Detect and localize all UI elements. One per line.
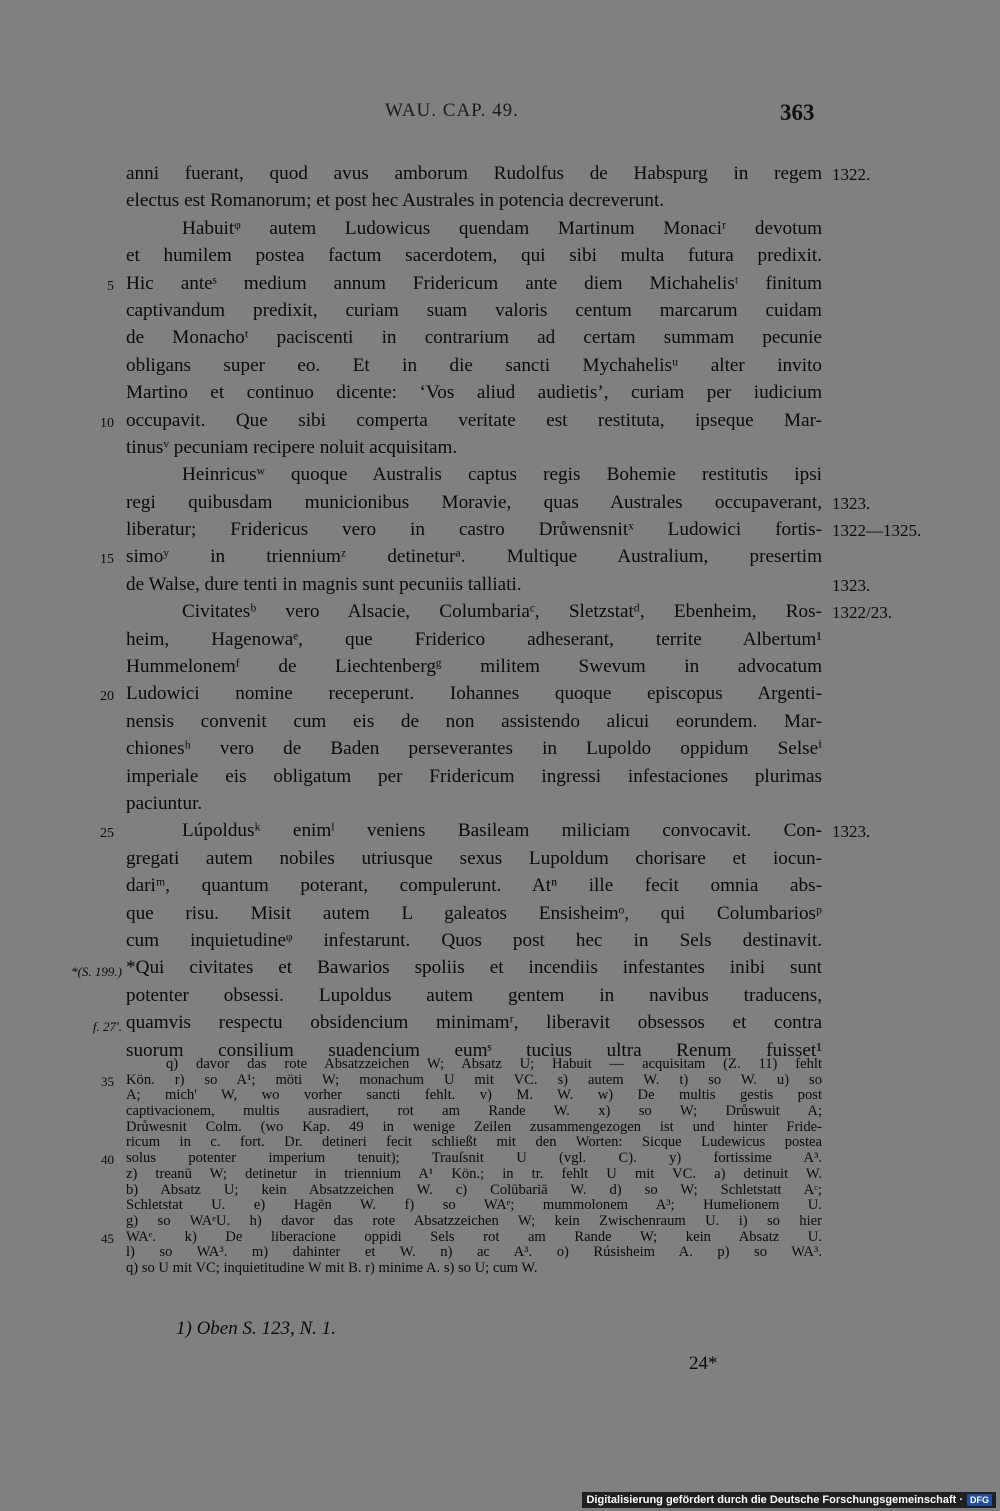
text-line-text: cum inquietudineᵠ infestarunt. Quos post hec in Sels destinavit. xyxy=(126,929,822,951)
text-line-text: occupavit. Que sibi comperta veritate est restituta, ipseque Mar- xyxy=(126,409,822,431)
text-line xyxy=(126,790,822,817)
line-number: 15 xyxy=(100,552,114,568)
funding-text: Digitalisierung gefördert durch die Deutsche Forschungsgemeinschaft · xyxy=(586,1494,963,1506)
running-header: WAU. CAP. 49. xyxy=(385,100,519,121)
margin-year: 1323. xyxy=(832,822,871,842)
footnote-line-text: WAᵉ. k) De liberacione oppidi Sels rot am Rande W; kein Absatz U. xyxy=(126,1228,822,1245)
text-line xyxy=(100,680,822,707)
line-number: 40 xyxy=(101,1152,114,1168)
page-number: 363 xyxy=(780,100,815,125)
footnote-line-text: Drůwesnit Colm. (wo Kap. 49 in wenige Zeilen zusammengezogen ist und hinter Fride- xyxy=(126,1118,822,1135)
text-line xyxy=(100,407,822,434)
margin-year: 1323. xyxy=(832,575,871,595)
text-line-text: tinusᵛ pecuniam recipere noluit acquisitam. xyxy=(126,436,458,458)
text-line-text: electus est Romanorum; et post hec Australes in potencia decreverunt. xyxy=(126,190,665,212)
text-line-text: *Qui civitates et Bawarios spoliis et incendiis infestantes inibi sunt xyxy=(126,957,822,979)
footnote-line-text: g) so WAᵉU. h) davor das rote Absatzzeichen W; kein Zwischenraum U. i) so hier xyxy=(126,1212,822,1229)
footnote-line-text: ricum in c. fort. Dr. detineri fecit schließt mit den Worten: Sicque Ludewicus postea xyxy=(126,1134,822,1151)
critical-apparatus xyxy=(101,1056,822,1277)
line-number: 20 xyxy=(100,689,114,705)
text-line xyxy=(100,817,871,844)
footnote-line-text: Kön. r) so A¹; möti W; monachum U mit VC. s) autem W. t) so W. u) so xyxy=(126,1071,822,1088)
footnote-line-text: l) so WA³. m) dahinter et W. n) ac A³. o) Rúsisheim A. p) so WA³. xyxy=(126,1244,822,1261)
line-number: 35 xyxy=(101,1073,114,1089)
text-line xyxy=(126,434,822,461)
margin-reference: *(S. 199.) xyxy=(71,964,122,980)
footnote-line xyxy=(126,1261,822,1277)
text-line-text: regi quibusdam municionibus Moravie, quas Australes occupaverant, xyxy=(126,491,822,513)
text-line-text: simoʸ in trienniumᶻ detineturᵃ. Multique Australium, presertim xyxy=(126,546,822,568)
text-line-text: suorum consilium suadencium eumˢ tucius ultra Renum fuisset¹ xyxy=(126,1039,822,1061)
footnote-line-text: z) treanū W; detinetur in triennium A¹ Kön.; in tr. fehlt U mit VC. a) detinuit W. xyxy=(126,1165,822,1182)
text-line-text: captivandum predixit, curiam suam valoris centum marcarum cuidam xyxy=(126,299,822,321)
dfg-logo: DFG xyxy=(967,1494,992,1506)
text-line xyxy=(126,379,822,406)
text-line-text: de Walse, dure tenti in magnis sunt pecuniis talliati. xyxy=(126,573,522,595)
footnote-line xyxy=(126,1135,822,1151)
text-line xyxy=(126,215,822,242)
text-line-text: paciuntur. xyxy=(126,792,203,814)
text-line-text: quamvis respectu obsidencium minimamʳ, liberavit obsessos et contra xyxy=(126,1012,822,1034)
margin-year: 1322/23. xyxy=(832,603,892,623)
text-line xyxy=(126,900,822,927)
text-line-text: Martino et continuo dicente: ‘Vos aliud audietis’, curiam per iudicium xyxy=(126,382,822,404)
text-line xyxy=(126,598,892,625)
footnote-line xyxy=(126,1057,822,1073)
footnote-line-text: Schletstat U. e) Hagēn W. f) so WAᵉ; mummolonem A³; Humelionem U. xyxy=(126,1197,822,1214)
text-line-text: nensis convenit cum eis de non assistendo alicui eorundem. Mar- xyxy=(126,710,822,732)
margin-year: 1323. xyxy=(832,493,871,513)
footnote-line xyxy=(101,1071,822,1089)
text-line xyxy=(107,270,822,297)
text-line xyxy=(126,845,822,872)
text-line xyxy=(126,653,822,680)
footnote-line-text: solus potenter imperium tenuit); Trauſsnit U (vgl. C). y) fortissime A³. xyxy=(126,1150,822,1167)
main-text-block xyxy=(71,160,922,1064)
text-line xyxy=(126,489,871,516)
text-line xyxy=(126,982,822,1009)
text-line xyxy=(126,763,822,790)
text-line-text: et humilem postea factum sacerdotem, qui sibi multa futura predixit. xyxy=(126,245,822,267)
printer-signature: 24* xyxy=(689,1353,718,1374)
footnote-line-text: captivacionem, multis ausradiert, rot am Rande W. x) so W; Drůswuit A; xyxy=(126,1103,822,1120)
margin-reference: f. 27'. xyxy=(92,1019,122,1035)
footnote-line xyxy=(126,1088,822,1104)
text-line-text: anni fuerant, quod avus amborum Rudolfus de Habspurg in regem xyxy=(126,163,822,184)
text-line xyxy=(126,242,822,269)
text-line xyxy=(126,626,822,653)
text-line xyxy=(126,461,822,488)
text-line-text: imperiale eis obligatum per Fridericum ingressi infestaciones plurimas xyxy=(126,765,822,787)
text-line-text: Heinricusʷ quoque Australis captus regis Bohemie restitutis ipsi xyxy=(182,464,822,486)
text-line xyxy=(126,708,822,735)
footnote-line xyxy=(126,1214,822,1230)
text-line xyxy=(126,872,822,899)
text-line-text: dariᵐ, quantum poterant, compulerunt. Atⁿ ille fecit omnia abs- xyxy=(126,875,822,897)
funding-bar xyxy=(582,1492,996,1508)
footnote-line-text: q) davor das rote Absatzzeichen W; Absatz U; Habuit — acquisitam (Z. 11) fehlt xyxy=(166,1056,822,1072)
text-line xyxy=(126,297,822,324)
text-line xyxy=(126,735,822,762)
text-line xyxy=(92,1009,822,1036)
footnote-line xyxy=(101,1150,822,1168)
line-number: 10 xyxy=(100,415,114,431)
line-number: 25 xyxy=(100,826,114,842)
line-number: 5 xyxy=(107,278,114,294)
text-line-text: Hic anteˢ medium annum Fridericum ante diem Michahelisᵗ finitum xyxy=(126,272,822,294)
text-line xyxy=(126,187,822,214)
reference-footnote: 1) Oben S. 123, N. 1. xyxy=(176,1318,336,1339)
text-line-text: Hummelonemᶠ de Liechtenbergᵍ militem Swevum in advocatum xyxy=(126,656,822,678)
text-line-text: chionesʰ vero de Baden perseverantes in Lupoldo oppidum Selseⁱ xyxy=(126,738,822,760)
text-line xyxy=(126,160,871,187)
footnote-line xyxy=(126,1183,822,1199)
footnote-line xyxy=(126,1120,822,1136)
text-line xyxy=(126,324,822,351)
footnote-line-text: q) so U mit VC; inquietitudine W mit B. r) minime A. s) so U; cum W. xyxy=(126,1259,538,1276)
text-line-text: potenter obsessi. Lupoldus autem gentem in navibus traducens, xyxy=(126,984,822,1006)
text-line-text: que risu. Misit autem L galeatos Ensisheimᵒ, qui Columbariosᵖ xyxy=(126,902,822,924)
text-line xyxy=(100,543,822,570)
footnote-line xyxy=(126,1104,822,1120)
text-line-text: obligans super eo. Et in die sancti Mychahelisᵘ alter invito xyxy=(126,354,822,376)
text-line-text: Civitatesᵇ vero Alsacie, Columbariaᶜ, Sletzstatᵈ, Ebenheim, Ros- xyxy=(182,601,822,623)
text-line-text: gregati autem nobiles utriusque sexus Lupoldum chorisare et iocun- xyxy=(126,847,822,869)
footnote-line xyxy=(126,1245,822,1261)
text-line xyxy=(126,571,871,598)
footnote-line-text: A; mich' W, wo vorher sancti fehlt. v) M. W. w) De multis gestis post xyxy=(126,1087,822,1104)
text-line-text: de Monachoᵗ paciscenti in contrarium ad certam summam pecunie xyxy=(126,327,822,349)
text-line-text: Ludowici nomine receperunt. Iohannes quoque episcopus Argenti- xyxy=(126,683,822,705)
text-line xyxy=(71,954,822,981)
text-line-text: Habuitᵠ autem Ludowicus quendam Martinum Monaciʳ devotum xyxy=(182,217,822,239)
text-line-text: liberatur; Fridericus vero in castro Drůwensnitˣ Ludowici fortis- xyxy=(126,519,822,541)
line-number: 45 xyxy=(101,1230,114,1246)
footnote-line-text: b) Absatz U; kein Absatzzeichen W. c) Colūbariā W. d) so W; Schletstatt Aᶜ; xyxy=(126,1181,822,1198)
footnote-line xyxy=(101,1228,822,1246)
text-line-text: Lúpoldusᵏ enimˡ veniens Basileam miliciam convocavit. Con- xyxy=(182,820,822,842)
margin-year: 1322—1325. xyxy=(832,521,922,541)
text-line-text: heim, Hagenowaᵉ, que Friderico adheserant, territe Albertum¹ xyxy=(126,628,822,650)
text-line xyxy=(126,927,822,954)
footnote-line xyxy=(126,1167,822,1183)
footnote-line xyxy=(126,1198,822,1214)
text-line xyxy=(126,516,922,543)
margin-year: 1322. xyxy=(832,165,871,184)
text-line xyxy=(126,352,822,379)
